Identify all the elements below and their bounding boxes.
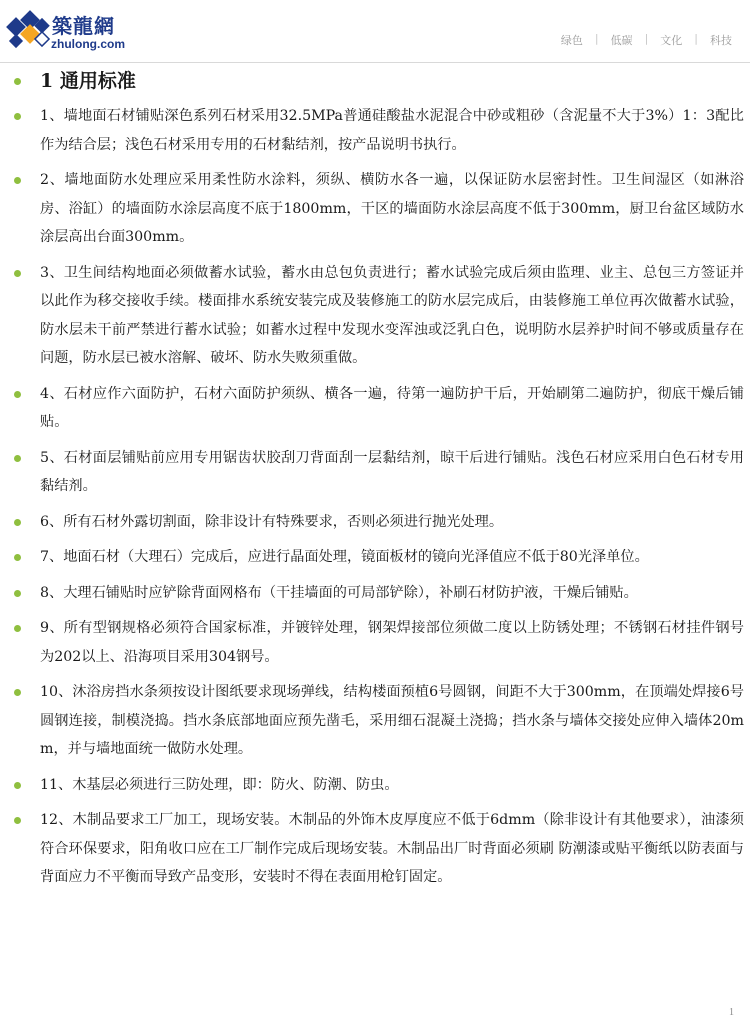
- section-heading: [12, 66, 744, 96]
- slogan-word: 低碳: [610, 34, 633, 47]
- logo-domain: zhulong.com: [51, 37, 125, 51]
- document-body: [12, 66, 744, 899]
- list-item: [12, 543, 744, 572]
- section-title: 1 通用标准: [40, 70, 136, 92]
- slogan-separator: |: [694, 32, 698, 45]
- item-text: 5、石材面层铺贴前应用专用锯齿状胶刮刀背面刮一层黏结剂，晾干后进行铺贴。浅色石材应采用白色石材专用黏结剂。: [40, 449, 744, 494]
- slogan-separator: |: [594, 32, 599, 45]
- zhulong-logo[interactable]: [6, 10, 146, 54]
- bullet-icon: [14, 782, 21, 789]
- bullet-icon: [14, 590, 21, 597]
- bullet-icon: [14, 689, 21, 696]
- bullet-icon: [14, 391, 21, 398]
- logo-title: 築龍網: [52, 14, 115, 38]
- bullet-icon: [14, 113, 21, 120]
- list-item: [12, 444, 744, 501]
- list-item: [12, 806, 744, 892]
- bullet-icon: [14, 554, 21, 561]
- list-item: [12, 259, 744, 373]
- bullet-icon: [14, 78, 21, 85]
- item-text: 2、墙地面防水处理应采用柔性防水涂料，须纵、横防水各一遍，以保证防水层密封性。卫生间湿区（如淋浴房、浴缸）的墙面防水涂层高度不底于1800mm，干区的墙面防水涂层高度不低于300mm，厨卫台盆区域防水涂层高出台面300mm。: [40, 172, 744, 245]
- bullet-icon: [14, 625, 21, 632]
- slogan-separator: |: [644, 32, 649, 45]
- bullet-icon: [14, 177, 21, 184]
- item-text: 8、大理石铺贴时应铲除背面网格布（干挂墙面的可局部铲除），补刷石材防护液，干燥后铺贴。: [40, 584, 638, 601]
- item-text: 4、石材应作六面防护，石材六面防护须纵、横各一遍，待第一遍防护干后，开始刷第二遍防护，彻底干燥后铺贴。: [40, 385, 744, 430]
- header-slogan: [561, 32, 732, 48]
- item-text: 1、墙地面石材铺贴深色系列石材采用32.5MPa普通硅酸盐水泥混合中砂或粗砂（含泥量不大于3%）1：3配比作为结合层；浅色石材采用专用的石材黏结剂，按产品说明书执行。: [40, 108, 744, 153]
- slogan-word: 科技: [710, 34, 732, 47]
- bullet-icon: [14, 519, 21, 526]
- list-item: [12, 380, 744, 437]
- item-text: 12、木制品要求工厂加工，现场安装。木制品的外饰木皮厚度应不低于6dmm（除非设计有其他要求），油漆须符合环保要求，阳角收口应在工厂制作完成后现场安装。木制品出厂时背面必须刷 防潮漆或贴平衡纸以防表面与背面应力不平衡而导致产品变形，安装时不得在表面用枪钉固定。: [40, 812, 744, 885]
- list-item: [12, 102, 744, 159]
- list-item: [12, 579, 744, 608]
- item-text: 10、沐浴房挡水条须按设计图纸要求现场弹线，结构楼面预植6号圆钢，间距不大于300mm，在顶端处焊接6号圆钢连接，制模浇捣。挡水条底部地面应预先凿毛，采用细石混凝土浇捣；挡水条与墙体交接处应伸入墙体20mm，并与墙地面统一做防水处理。: [40, 684, 744, 757]
- bullet-icon: [14, 455, 21, 462]
- item-text: 9、所有型钢规格必须符合国家标准，并镀锌处理，钢架焊接部位须做二度以上防锈处理；不锈钢石材挂件钢号为202以上、沿海项目采用304钢号。: [40, 620, 744, 665]
- page-number: 1: [729, 1007, 734, 1018]
- item-text: 7、地面石材（大理石）完成后，应进行晶面处理，镜面板材的镜向光泽值应不低于80光泽单位。: [40, 549, 649, 565]
- list-item: [12, 508, 744, 537]
- page-header: [0, 0, 750, 62]
- item-text: 11、木基层必须进行三防处理，即：防火、防潮、防虫。: [40, 776, 399, 793]
- logo-diamond-icon: [6, 10, 52, 54]
- bullet-icon: [14, 817, 21, 824]
- list-item: [12, 166, 744, 252]
- item-text: 3、卫生间结构地面必须做蓄水试验，蓄水由总包负责进行；蓄水试验完成后须由监理、业主、总包三方签证并以此作为移交接收手续。楼面排水系统安装完成及装修施工的防水层完成后，由装修施工单位再次做蓄水试验，防水层未干前严禁进行蓄水试验；如蓄水过程中发现水变浑浊或泛乳白色，说明防水层养护时间不够或质量存在问题，防水层已被水溶解、破坏、防水失败须重做。: [40, 264, 744, 366]
- slogan-word: 文化: [660, 34, 683, 47]
- slogan-word: 绿色: [560, 34, 583, 47]
- list-item: [12, 614, 744, 671]
- bullet-icon: [14, 270, 21, 277]
- list-item: [12, 678, 744, 764]
- header-divider: [0, 62, 750, 63]
- list-item: [12, 771, 744, 800]
- item-text: 6、所有石材外露切割面，除非设计有特殊要求，否则必须进行抛光处理。: [40, 513, 504, 530]
